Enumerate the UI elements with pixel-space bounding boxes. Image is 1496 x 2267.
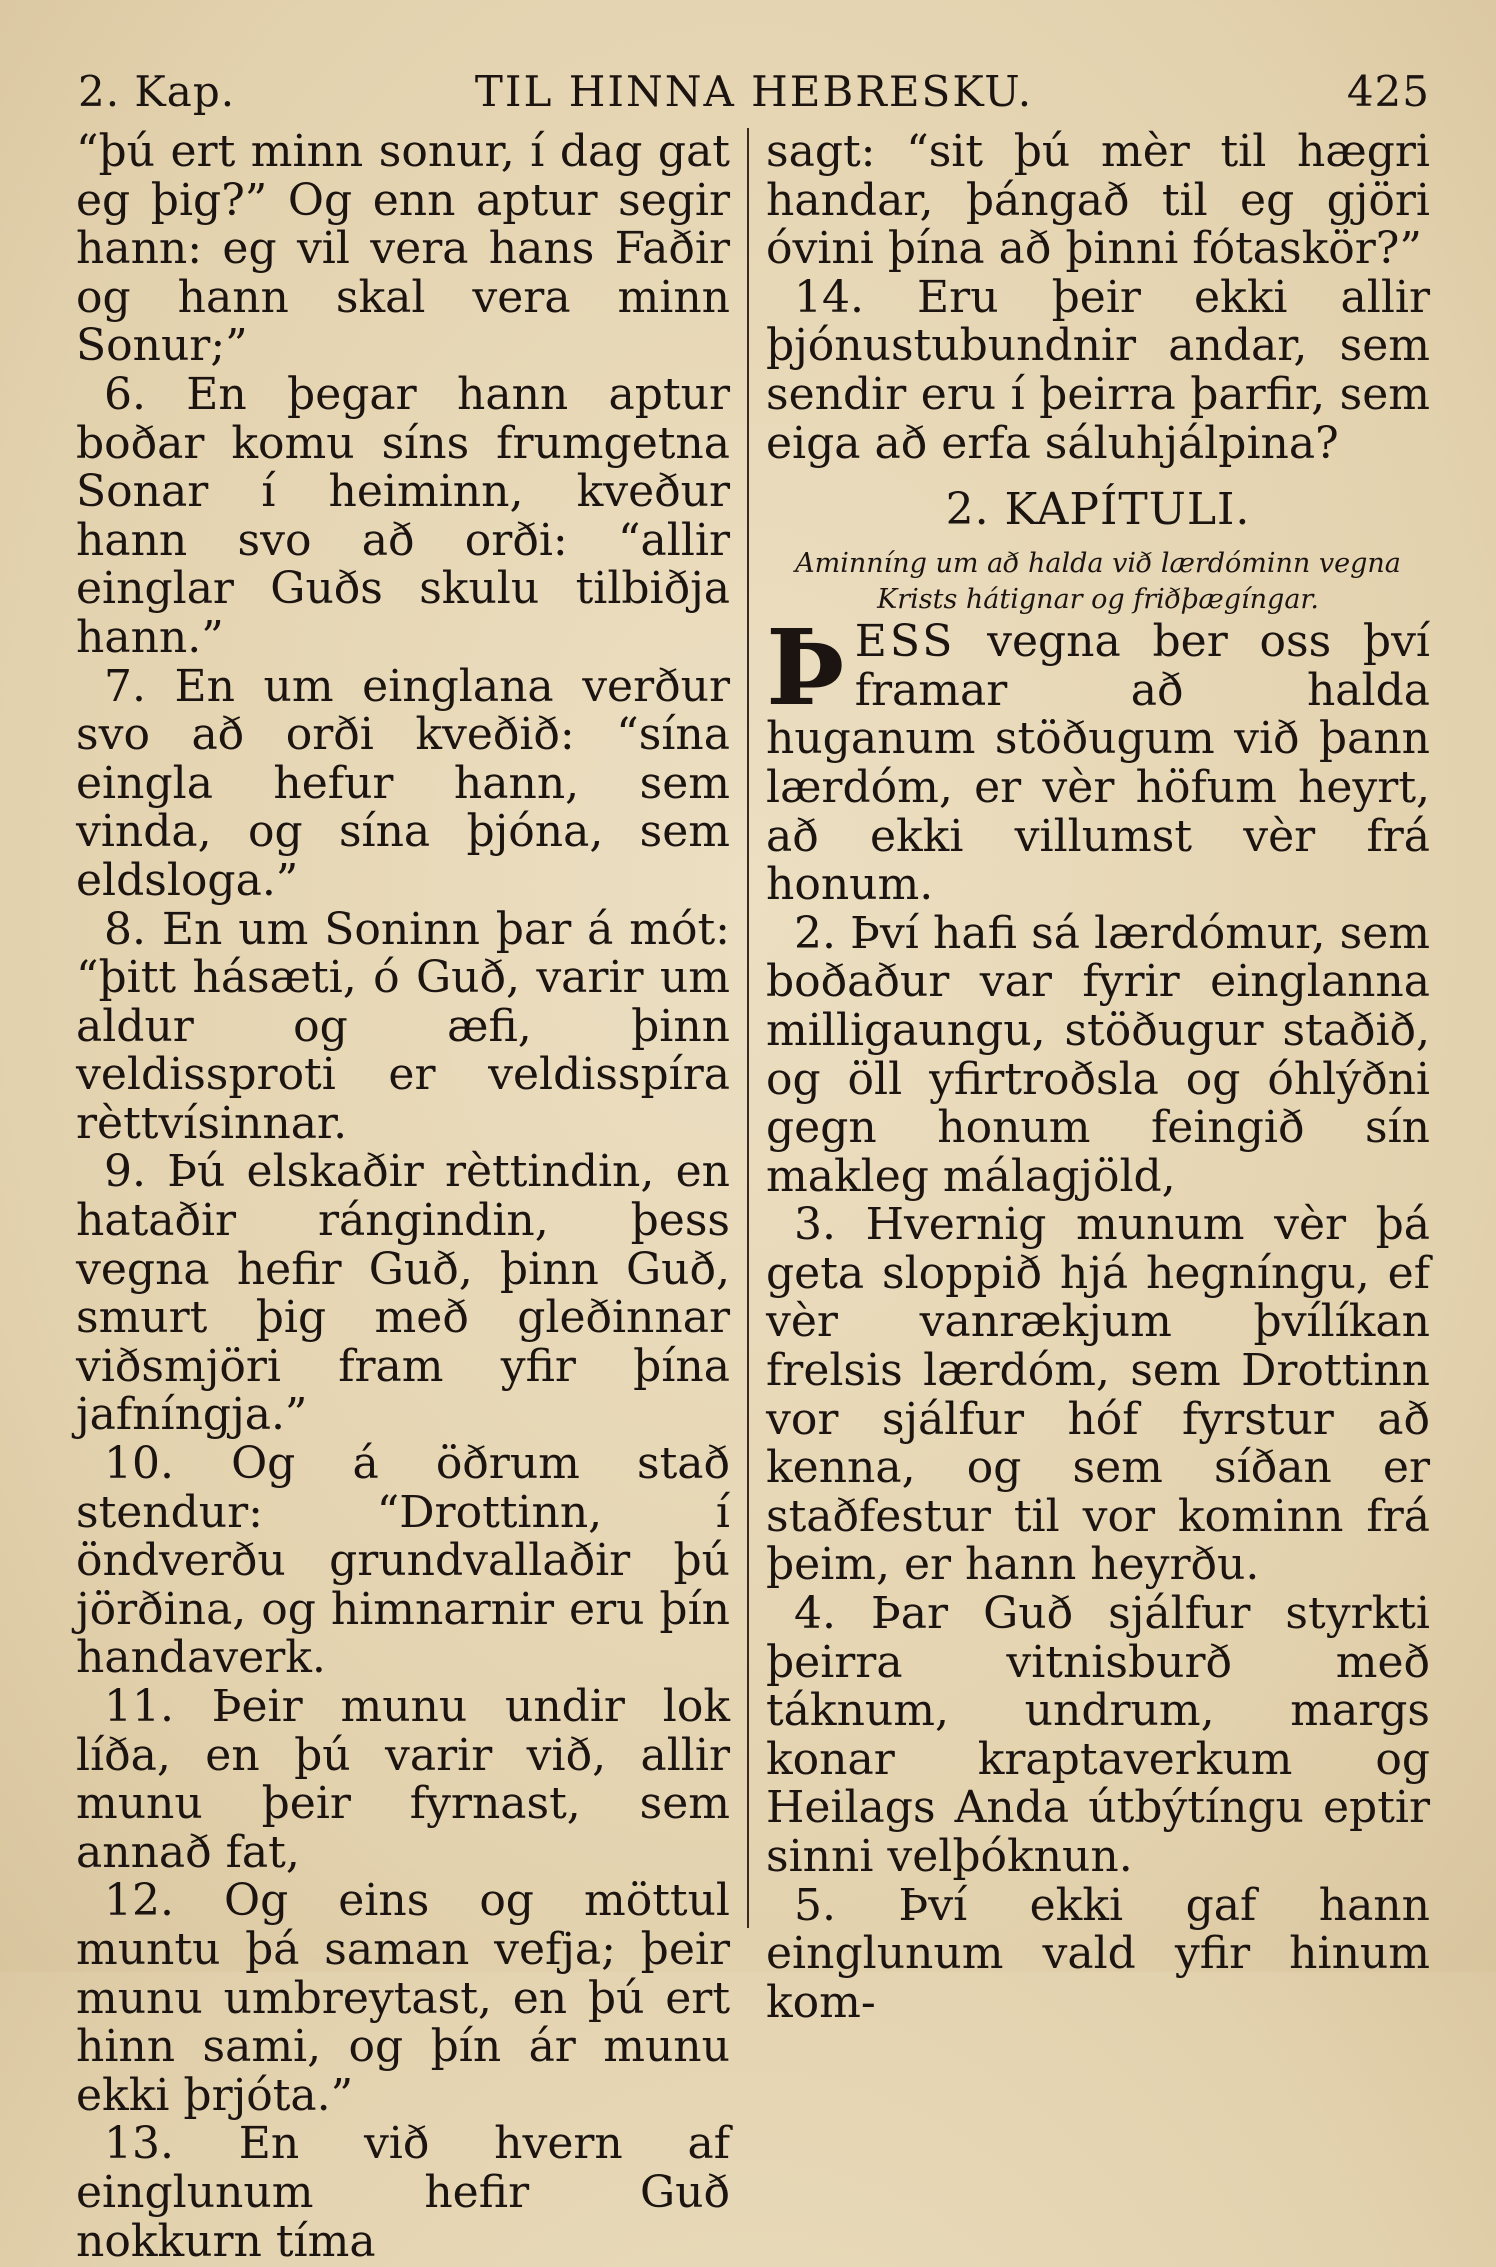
verse-paragraph: 5. Því ekki gaf hann einglunum vald yfir hinum kom-	[766, 1879, 1430, 2028]
verse-paragraph: 3. Hvernig munum vèr þá geta sloppið hjá hegníngu, ef vèr vanrækjum þvílíkan frelsis lærdóm, sem Drottinn vor sjálfur hóf fyrstur að kenna, og sem síðan er staðfestur til vor kominn frá þeim, er hann heyrðu.	[766, 1199, 1430, 1591]
verse-paragraph: 11. Þeir munu undir lok líða, en þú varir við, allir munu þeir fyrnast, sem annað fat,	[76, 1681, 730, 1878]
first-word-rest: ESS	[854, 616, 956, 668]
first-paragraph-text: vegna ber oss því framar að halda huganum stöðugum við þann lærdóm, er vèr höfum heyrt, að ekki villumst vèr frá honum.	[766, 616, 1430, 911]
column-divider	[747, 128, 749, 1928]
verse-paragraph: 6. En þegar hann aptur boðar komu síns frumgetna Sonar í heiminn, kveður hann svo að orði: “allir einglar Guðs skulu tilbiðja hann.”	[76, 368, 730, 663]
right-column	[766, 128, 1430, 2027]
verse-paragraph: 13. En við hvern af einglunum hefir Guð nokkurn tíma	[76, 2118, 730, 2267]
first-paragraph	[766, 606, 1430, 911]
verse-paragraph: 10. Og á öðrum stað stendur: “Drottinn, í öndverðu grundvallaðir þú jörðina, og himnarnir eru þín handaverk.	[76, 1438, 730, 1684]
verse-paragraph: 12. Og eins og möttul muntu þá saman vefja; þeir munu umbreytast, en þú ert hinn sami, og þín ár munu ekki þrjóta.”	[76, 1875, 730, 2121]
chapter-summary: Aminníng um að halda við lærdóminn vegna Krists hátignar og friðþægíngar.	[795, 548, 1401, 616]
page-title: TIL HINNA HEBRESKU.	[474, 67, 1034, 116]
page-number: 425	[1346, 67, 1430, 116]
running-header	[78, 62, 1430, 122]
verse-paragraph: 8. En um Soninn þar á mót: “þitt hásæti, ó Guð, varir um aldur og æfi, þinn veldissproti er veldisspíra rèttvísinnar.	[76, 903, 730, 1149]
verse-paragraph: 4. Þar Guð sjálfur styrkti þeirra vitnisburð með táknum, undrum, margs konar kraptaverkum og Heilags Anda útbýtíngu eptir sinni velþóknun.	[766, 1588, 1430, 1882]
verse-paragraph: sagt: “sit þú mèr til hægri handar, þángað til eg gjöri óvini þína að þinni fótaskör?”	[766, 126, 1430, 275]
verse-paragraph: 2. Því hafi sá lærdómur, sem boðaður var fyrir einglanna milligaungu, stöðugur staðið, og öll yfirtroðsla og óhlýðni gegn honum feingið sín makleg málagjöld,	[766, 907, 1430, 1202]
verse-paragraph: “þú ert minn sonur, í dag gat eg þig?” Og enn aptur segir hann: eg vil vera hans Faðir og hann skal vera minn Sonur;”	[76, 126, 730, 372]
chapter-label: 2. Kap.	[78, 67, 236, 116]
verse-paragraph: 9. Þú elskaðir rèttindin, en hataðir rángindin, þess vegna hefir Guð, þinn Guð, smurt þig með gleðinnar viðsmjöri fram yfir þína jafníngja.”	[76, 1146, 730, 1441]
left-column	[76, 128, 730, 2266]
verse-paragraph: 7. En um einglana verður svo að orði kveðið: “sína eingla hefur hann, sem vinda, og sína þjóna, sem eldsloga.”	[76, 660, 730, 906]
drop-cap: Þ	[766, 606, 845, 730]
verse-paragraph: 14. Eru þeir ekki allir þjónustubundnir andar, sem sendir eru í þeirra þarfir, sem eiga að erfa sáluhjálpina?	[766, 271, 1430, 469]
chapter-heading: 2. KAPÍTULI.	[945, 484, 1251, 536]
